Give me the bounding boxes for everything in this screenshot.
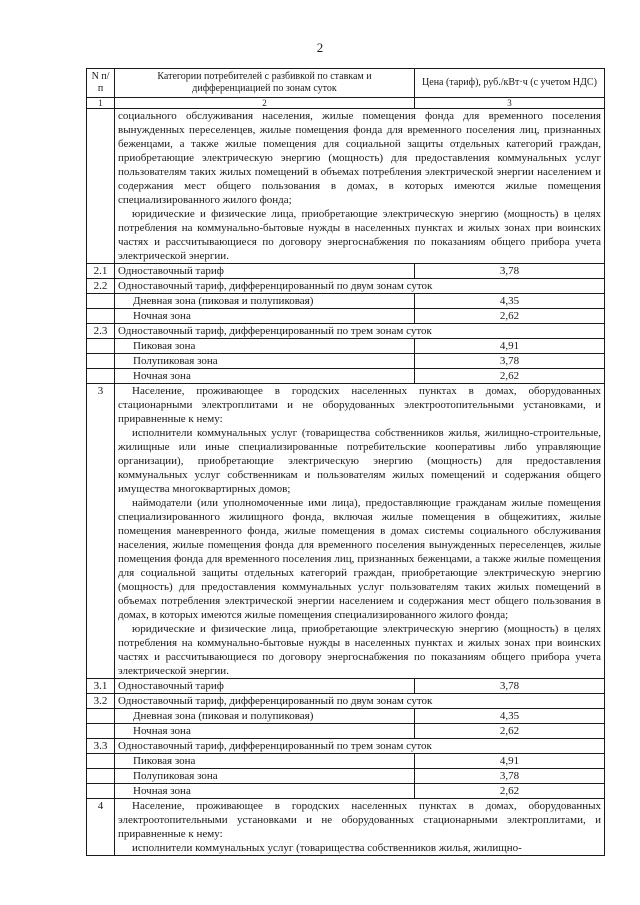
section-description: [115, 799, 605, 856]
column-number: 3: [415, 98, 605, 109]
header-category: Категории потребителей с разбивкой по ставкам и дифференциацией по зонам суток: [115, 69, 415, 98]
row-label: Одноставочный тариф, дифференцированный по двум зонам суток: [115, 694, 605, 709]
row-number: 2.1: [87, 264, 115, 279]
column-number: 2: [115, 98, 415, 109]
section-number: 3: [87, 384, 115, 679]
table-row: [87, 354, 605, 369]
column-number: 1: [87, 98, 115, 109]
row-label: Дневная зона (пиковая и полупиковая): [115, 709, 415, 724]
row-label: Одноставочный тариф, дифференцированный по трем зонам суток: [115, 324, 605, 339]
row-number: 3.2: [87, 694, 115, 709]
continued-category-row: [87, 109, 605, 264]
table-row: [87, 324, 605, 339]
row-price: 2,62: [415, 724, 605, 739]
row-label: Пиковая зона: [115, 339, 415, 354]
row-price: 3,78: [415, 354, 605, 369]
row-label: Полупиковая зона: [115, 769, 415, 784]
row-number: 3.1: [87, 679, 115, 694]
tariff-table: [86, 68, 605, 856]
row-label: Полупиковая зона: [115, 354, 415, 369]
section-description: [115, 384, 605, 679]
row-price: 4,35: [415, 294, 605, 309]
section-paragraph: наймодатели (или уполномоченные ими лица), предоставляющие гражданам жилые помещения специализированного жилищного фонда, включая жилые помещения в общежитиях, жилые помещения маневренного фонда, жилые помещения в домах системы социального обслуживания населения, жилые помещения фонда для временного поселения вынужденных переселенцев, жилые помещения фонда для временного поселения лиц, признанных беженцами, а также жилые помещения для социальной защиты отдельных категорий граждан, приобретающие электрическую энергию (мощность) для предоставления коммунальных услуг пользователям таких жилых помещений в объемах потребления электрической энергии населением и содержания мест общего пользования в домах, в которых имеются жилые помещения специализированного жилого фонда;: [118, 497, 601, 621]
row-price: 2,62: [415, 309, 605, 324]
table-row: [87, 309, 605, 324]
table-row: [87, 769, 605, 784]
category-paragraph: юридические и физические лица, приобретающие электрическую энергию (мощность) в целях потребления на коммунально-бытовые нужды в населенных пунктах и жилых зонах при воинских частях и рассчитывающиеся по договору энергоснабжения по показаниям общего прибора учета электрической энергии.: [118, 208, 601, 262]
table-row: [87, 754, 605, 769]
table-row: [87, 369, 605, 384]
row-number: 2.3: [87, 324, 115, 339]
row-price: 2,62: [415, 784, 605, 799]
section-paragraph: исполнители коммунальных услуг (товарищества собственников жилья, жилищно-: [132, 842, 522, 854]
table-row: [87, 784, 605, 799]
row-label: Ночная зона: [115, 369, 415, 384]
section-paragraph: Население, проживающее в городских населенных пунктах в домах, оборудованных стационарными электроплитами и не оборудованных электроотопительными установками, и приравненные к нему:: [118, 385, 601, 425]
category-description: [115, 109, 605, 264]
row-price: 4,91: [415, 754, 605, 769]
row-price: 3,78: [415, 264, 605, 279]
category-paragraph: социального обслуживания населения, жилые помещения фонда для временного поселения вынужденных переселенцев, жилые помещения фонда для временного поселения лиц, признанных беженцами, а также жилые помещения для социальной защиты отдельных категорий граждан, приобретающие электрическую энергию (мощность) для предоставления коммунальных услуг пользователям таких жилых помещений в объемах потребления электрической энергии населением и содержания мест общего пользования в домах, в которых имеются жилые помещения специализированного жилого фонда;: [118, 110, 601, 206]
row-label: Ночная зона: [115, 724, 415, 739]
header-number: N п/п: [87, 69, 115, 98]
row-price: 3,78: [415, 769, 605, 784]
row-price: 2,62: [415, 369, 605, 384]
section-paragraph: юридические и физические лица, приобретающие электрическую энергию (мощность) в целях потребления на коммунально-бытовые нужды в населенных пунктах и жилых зонах при воинских частях и рассчитывающиеся по договору энергоснабжения по показаниям общего прибора учета электрической энергии.: [118, 623, 601, 677]
row-label: Одноставочный тариф: [115, 264, 415, 279]
page-number: 2: [316, 40, 324, 55]
column-number-row: [87, 98, 605, 109]
table-row: [87, 294, 605, 309]
section-paragraph: исполнители коммунальных услуг (товарищества собственников жилья, жилищно-строительные, жилищные или иные специализированные потребительские кооперативы либо управляющие организации), приобретающие электрическую энергию (мощность) для предоставления коммунальных услуг собственникам и пользователям жилых помещений и содержания общего имущества многоквартирных домов;: [118, 427, 601, 495]
table-row: [87, 264, 605, 279]
row-price: 4,91: [415, 339, 605, 354]
table-row: [87, 739, 605, 754]
table-row: [87, 709, 605, 724]
row-number: 3.3: [87, 739, 115, 754]
table-row: [87, 724, 605, 739]
section-row: [87, 799, 605, 856]
row-label: Одноставочный тариф: [115, 679, 415, 694]
row-price: 3,78: [415, 679, 605, 694]
table-row: [87, 339, 605, 354]
table-header-row: [87, 69, 605, 98]
section-paragraph: Население, проживающее в городских населенных пунктах в домах, оборудованных электроотопительными установками и не оборудованных стационарными электроплитами, и приравненные к нему:: [118, 800, 601, 840]
row-price: 4,35: [415, 709, 605, 724]
header-price: Цена (тариф), руб./кВт·ч (с учетом НДС): [415, 69, 605, 98]
section-number: 4: [87, 799, 115, 856]
row-label: Пиковая зона: [115, 754, 415, 769]
row-label: Одноставочный тариф, дифференцированный по двум зонам суток: [115, 279, 605, 294]
table-row: [87, 694, 605, 709]
row-label: Ночная зона: [115, 784, 415, 799]
table-row: [87, 679, 605, 694]
row-label: Дневная зона (пиковая и полупиковая): [115, 294, 415, 309]
row-label: Ночная зона: [115, 309, 415, 324]
row-label: Одноставочный тариф, дифференцированный по трем зонам суток: [115, 739, 605, 754]
section-row: [87, 384, 605, 679]
table-row: [87, 279, 605, 294]
row-number: 2.2: [87, 279, 115, 294]
